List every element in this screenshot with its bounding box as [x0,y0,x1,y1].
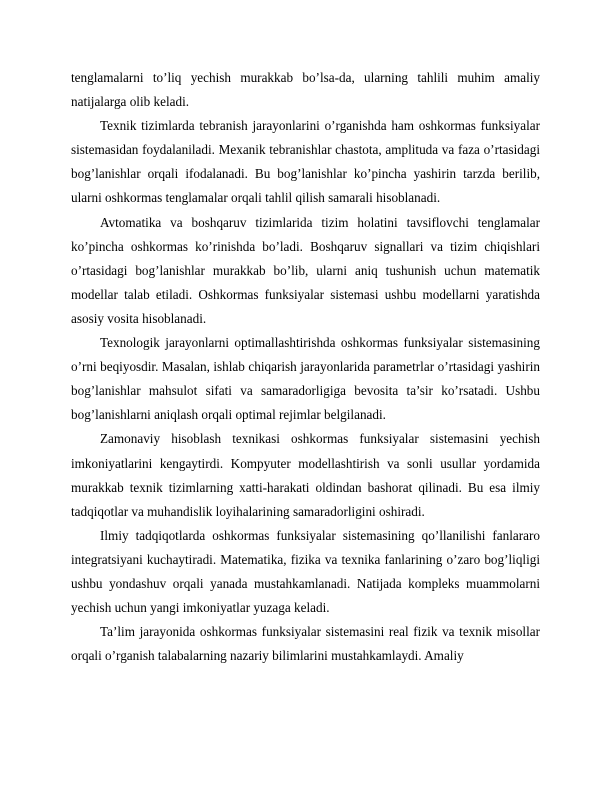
paragraph-automation: Avtomatika va boshqaruv tizimlarida tizim holatini tavsiflovchi tenglamalar ko’pincha oshkormas ko’rinishda bo’ladi. Boshqaruv signallari va tizim chiqishlari o’rtasidagi bog’lanishlar murakkab bo’lib, ularni aniq tushunish uchun matematik modellar talab etiladi. Oshkormas funksiyalar sistemasi ushbu modellarni yaratishda asosiy vosita hisoblanadi. [71,214,540,326]
paragraph-computation: Zamonaviy hisoblash texnikasi oshkormas funksiyalar sistemasini yechish imkoniyatlarini kengaytirdi. Kompyuter modellashtirish va sonli usullar yordamida murakkab texnik tizimlarning xatti-harakati oldindan bashorat qilinadi. Bu esa ilmiy tadqiqotlar va muhandislik loyihalarining samaradorligini oshiradi. [71,431,540,519]
paragraph-education: Ta’lim jarayonida oshkormas funksiyalar sistemasini real fizik va texnik misollar orqali o’rganish talabalarning nazariy bilimlarini mustahkamlaydi. Amaliy [71,624,540,664]
paragraph-continuation: tenglamalarni to’liq yechish murakkab bo’lsa-da, ularning tahlili muhim amaliy natijalarga olib keladi. [71,70,540,110]
body-text [71,66,540,668]
paragraph-optimization: Texnologik jarayonlarni optimallashtirishda oshkormas funksiyalar sistemasining o’rni beqiyosdir. Masalan, ishlab chiqarish jarayonlarida parametrlar o’rtasidagi yashirin bog’lanishlar mahsulot sifati va samaradorligiga bevosita ta’sir ko’rsatadi. Ushbu bog’lanishlarni aniqlash orqali optimal rejimlar belgilanadi. [71,335,540,423]
paragraph-vibration: Texnik tizimlarda tebranish jarayonlarini o’rganishda ham oshkormas funksiyalar sistemasidan foydalaniladi. Mexanik tebranishlar chastota, amplituda va faza o’rtasidagi bog’lanishlar orqali ifodalanadi. Bu bog’lanishlar ko’pincha yashirin tarzda berilib, ularni oshkormas tenglamalar orqali tahlil qilish samarali hisoblanadi. [71,118,540,206]
paragraph-research: Ilmiy tadqiqotlarda oshkormas funksiyalar sistemasining qo’llanilishi fanlararo integratsiyani kuchaytiradi. Matematika, fizika va texnika fanlarining o’zaro bog’liqligi ushbu yondashuv orqali yanada mustahkamlanadi. Natijada kompleks muammolarni yechish uchun yangi imkoniyatlar yuzaga keladi. [71,527,540,616]
